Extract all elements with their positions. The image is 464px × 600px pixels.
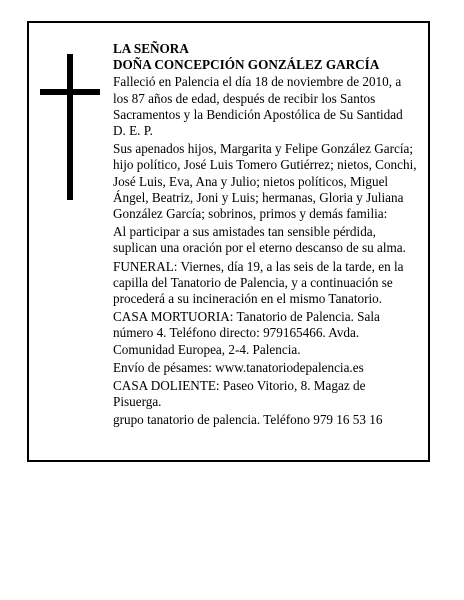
funeral-info: FUNERAL: Viernes, día 19, a las seis de la tarde, en la capilla del Tanatorio de Palencia, y a continuación se procederá a su incineración en el mismo Tanatorio. (113, 258, 404, 307)
footer-info: grupo tanatorio de palencia. Teléfono 979 16 53 16 (113, 412, 383, 428)
condolences-info: Envío de pésames: www.tanatoriodepalencia.es (113, 359, 364, 375)
cross-vertical-bar (67, 54, 73, 200)
cross-horizontal-bar (40, 89, 100, 95)
home-info: CASA DOLIENTE: Paseo Vitorio, 8. Magaz de Pisuerga. (113, 378, 366, 410)
obituary-text (113, 41, 417, 431)
obituary-notice (27, 21, 430, 462)
deceased-name: DOÑA CONCEPCIÓN GONZÁLEZ GARCÍA (113, 57, 380, 73)
prayer-request: Al participar a sus amistades tan sensible pérdida, suplican una oración por el eterno descanso de su alma. (113, 224, 406, 256)
cross-icon (40, 54, 100, 200)
mortuary-info: CASA MORTUORIA: Tanatorio de Palencia. Sala número 4. Teléfono directo: 979165466. Avda. Comunidad Europea, 2-4. Palencia. (113, 309, 380, 357)
family-list: Sus apenados hijos, Margarita y Felipe González García; hijo político, José Luis Tomero Gutiérrez; nietos, Conchi, José Luis, Eva, Ana y Julio; nietos políticos, Miguel Ángel, Beatriz, Joni y Luis; hermanas, Gloria y Juliana González García; sobrinos, primos y demás familia: (113, 141, 417, 222)
salutation: LA SEÑORA (113, 41, 189, 56)
death-announcement: Falleció en Palencia el día 18 de noviembre de 2010, a los 87 años de edad, después de recibir los Santos Sacramentos y la Bendición Apostólica de Su Santidad D. E. P. (113, 74, 403, 139)
